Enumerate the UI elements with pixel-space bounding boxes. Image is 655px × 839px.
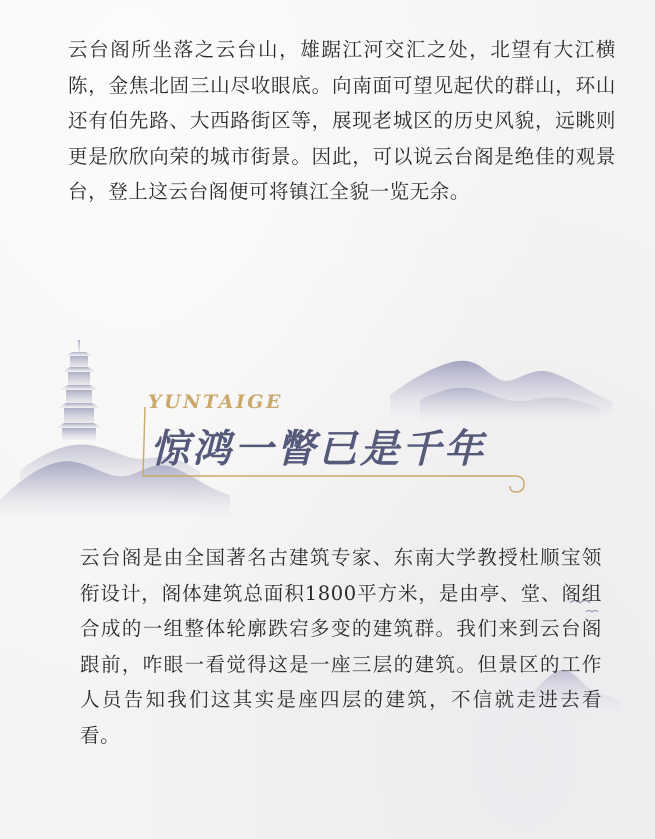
section-title-chinese: 惊鸿一瞥已是千年 xyxy=(150,426,487,472)
paragraph-intro: 云台阁所坐落之云台山，雄踞江河交汇之处，北望有大江横陈，金焦北固三山尽收眼底。向南面可望见起伏的群山，环山还有伯先路、大西路街区等，展现老城区的历史风貌，远眺则更是欣欣向荣的城市街景。因此，可以说云台阁是绝佳的观景台，登上这云台阁便可将镇江全貌一览无余。 xyxy=(68,38,616,203)
paragraph-architecture: 云台阁是由全国著名古建筑专家、东南大学教授杜顺宝领衔设计，阁体建筑总面积1800平方米，是由亭、堂、阁组合成的一组整体轮廓跌宕多变的建筑群。我们来到云台阁跟前，咋眼一看觉得这是一座三层的建筑。但景区的工作人员告知我们这其实是座四层的建筑，不信就走进去看看。 xyxy=(80,546,602,747)
pagoda-icon xyxy=(56,340,102,440)
section-title-english: YUNTAIGE xyxy=(148,391,283,413)
